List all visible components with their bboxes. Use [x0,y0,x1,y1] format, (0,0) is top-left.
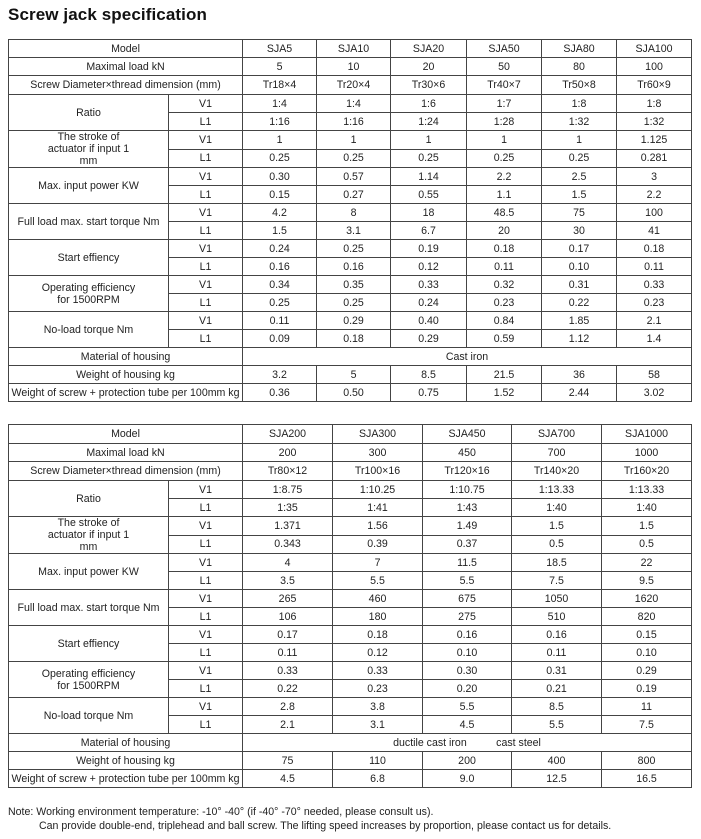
table-cell: 20 [467,222,542,240]
table-cell: 0.343 [243,535,333,554]
table-cell: 5.5 [423,698,512,716]
table-cell: 0.25 [317,294,391,312]
table-cell: 0.25 [243,294,317,312]
table-cell: 1:7 [467,95,542,113]
table-cell: 0.25 [243,149,317,168]
table-cell: 0.39 [333,535,423,554]
housing-weight-row-label: Weight of housing kg [9,752,243,770]
variant-label-v1: V1 [169,131,243,150]
table-cell: 3.1 [333,716,423,734]
table-cell: 0.25 [317,240,391,258]
op-eff-row-label: Operating efficiency for 1500RPM [9,276,169,312]
variant-label-l1: L1 [169,680,243,698]
table-cell: 0.55 [391,186,467,204]
table-cell: Tr100×16 [333,462,423,481]
table-cell: 1.5 [512,517,602,536]
op-eff-row-v1 [9,662,692,680]
table-cell: 0.36 [243,384,317,402]
table-cell: 7.5 [602,716,692,734]
table-cell: 75 [243,752,333,770]
variant-label-v1: V1 [169,626,243,644]
table-cell: 0.33 [243,662,333,680]
table-cell: 0.19 [602,680,692,698]
housing-weight-row [9,366,692,384]
table-cell: 300 [333,444,423,462]
table-cell: 50 [467,58,542,76]
table-cell: 5 [243,58,317,76]
table-cell: 16.5 [602,770,692,788]
table-cell: 1:16 [243,113,317,131]
table-cell: 1 [467,131,542,150]
table-cell: 0.33 [617,276,692,294]
table-cell: 0.23 [617,294,692,312]
variant-label-l1: L1 [169,294,243,312]
table-cell: 0.16 [512,626,602,644]
table-cell: 400 [512,752,602,770]
table-cell: 1:4 [243,95,317,113]
table-cell: SJA50 [467,40,542,58]
table-cell: 110 [333,752,423,770]
table-cell: 7.5 [512,572,602,590]
table-cell: Tr50×8 [542,76,617,95]
input-power-row-label: Max. input power KW [9,168,169,204]
table-cell: 0.31 [542,276,617,294]
table-cell: 1:10.25 [333,481,423,499]
table-cell: SJA100 [617,40,692,58]
noload-torque-row-label: No-load torque Nm [9,698,169,734]
max-load-row-label: Maximal load kN [9,444,243,462]
table-cell: 4.2 [243,204,317,222]
table-cell: 21.5 [467,366,542,384]
table-cell: Tr160×20 [602,462,692,481]
table-cell: 0.16 [423,626,512,644]
table-cell: 0.75 [391,384,467,402]
table-cell: 0.25 [542,149,617,168]
table-cell: 9.0 [423,770,512,788]
table-cell: 1:41 [333,499,423,517]
table-cell: 1.371 [243,517,333,536]
variant-label-l1: L1 [169,113,243,131]
table-cell: 0.24 [391,294,467,312]
input-power-row-v1 [9,168,692,186]
table-cell: 1.49 [423,517,512,536]
table-cell: 80 [542,58,617,76]
table-cell: 5 [317,366,391,384]
table-cell: 0.11 [243,644,333,662]
table-cell: 1:32 [617,113,692,131]
op-eff-row-label: Operating efficiency for 1500RPM [9,662,169,698]
table-cell: 10 [317,58,391,76]
table-cell: 0.16 [243,258,317,276]
table-cell: 180 [333,608,423,626]
table-cell: 106 [243,608,333,626]
full-load-torque-row-label: Full load max. start torque Nm [9,204,169,240]
variant-label-v1: V1 [169,168,243,186]
table-cell: 0.21 [512,680,602,698]
table-cell: 1:6 [391,95,467,113]
table-cell: 265 [243,590,333,608]
table-cell: 275 [423,608,512,626]
screw-dim-row [9,462,692,481]
table-cell: 0.10 [542,258,617,276]
variant-label-v1: V1 [169,240,243,258]
table-cell: SJA200 [243,425,333,444]
table-cell: 1:13.33 [602,481,692,499]
table-cell: 1:40 [602,499,692,517]
table-cell: 0.40 [391,312,467,330]
table-cell: 18 [391,204,467,222]
input-power-row-v1 [9,554,692,572]
table-cell: 36 [542,366,617,384]
start-eff-row-v1 [9,240,692,258]
table-cell: SJA300 [333,425,423,444]
table-cell: 0.29 [317,312,391,330]
table-cell: 0.5 [512,535,602,554]
table-cell: 1 [243,131,317,150]
table-cell: 0.11 [467,258,542,276]
table-cell: 8 [317,204,391,222]
table-cell: 0.24 [243,240,317,258]
table-cell: 6.8 [333,770,423,788]
table-cell: 1:10.75 [423,481,512,499]
table-cell: 2.8 [243,698,333,716]
variant-label-l1: L1 [169,330,243,348]
table-cell: 1 [317,131,391,150]
variant-label-v1: V1 [169,698,243,716]
ratio-row-label: Ratio [9,481,169,517]
table-cell: Tr80×12 [243,462,333,481]
table-cell: 1:13.33 [512,481,602,499]
table-cell: 1:8 [617,95,692,113]
table-cell: 0.23 [333,680,423,698]
table-cell: 20 [391,58,467,76]
table-cell: 30 [542,222,617,240]
table-cell: 4.5 [243,770,333,788]
table-cell: 2.44 [542,384,617,402]
table-cell: 0.17 [243,626,333,644]
table-cell: 1:43 [423,499,512,517]
table-cell: 0.15 [602,626,692,644]
table-cell: 0.19 [391,240,467,258]
variant-label-l1: L1 [169,572,243,590]
table-cell: 820 [602,608,692,626]
variant-label-l1: L1 [169,608,243,626]
table-cell: 0.50 [317,384,391,402]
model-row-label: Model [9,425,243,444]
table-cell: 0.34 [243,276,317,294]
noload-torque-row-v1 [9,312,692,330]
table-cell: 800 [602,752,692,770]
table-cell: Tr18×4 [243,76,317,95]
variant-label-v1: V1 [169,554,243,572]
table-cell: 0.57 [317,168,391,186]
table-cell: 58 [617,366,692,384]
table-cell: 75 [542,204,617,222]
model-row-label: Model [9,40,243,58]
table-cell: 0.31 [512,662,602,680]
screw-dim-row-label: Screw Diameter×thread dimension (mm) [9,462,243,481]
table-cell: SJA450 [423,425,512,444]
table-cell: 0.84 [467,312,542,330]
table-cell: Tr40×7 [467,76,542,95]
op-eff-row-v1 [9,276,692,294]
variant-label-v1: V1 [169,276,243,294]
model-row [9,40,692,58]
table-cell: 0.16 [317,258,391,276]
table-cell: 0.32 [467,276,542,294]
table-cell: 0.20 [423,680,512,698]
table-cell: 0.17 [542,240,617,258]
variant-label-l1: L1 [169,186,243,204]
table-cell: 675 [423,590,512,608]
table-cell: 0.18 [333,626,423,644]
variant-label-l1: L1 [169,149,243,168]
housing-material-value: ductile cast iron cast steel [243,734,692,752]
variant-label-l1: L1 [169,222,243,240]
table-cell: 0.27 [317,186,391,204]
variant-label-v1: V1 [169,312,243,330]
variant-label-l1: L1 [169,258,243,276]
table-cell: 1:8.75 [243,481,333,499]
table-cell: 3.5 [243,572,333,590]
table-cell: 5.5 [333,572,423,590]
ratio-row-label: Ratio [9,95,169,131]
ratio-row-v1 [9,95,692,113]
table-cell: 0.22 [243,680,333,698]
table-cell: 7 [333,554,423,572]
table-cell: 0.23 [467,294,542,312]
table-cell: 0.22 [542,294,617,312]
table-cell: 2.1 [243,716,333,734]
table-cell: SJA20 [391,40,467,58]
variant-label-v1: V1 [169,590,243,608]
table-cell: 1:24 [391,113,467,131]
table-cell: 0.11 [243,312,317,330]
table-cell: Tr60×9 [617,76,692,95]
table-cell: 1 [542,131,617,150]
table-cell: 1.1 [467,186,542,204]
table-cell: 0.11 [512,644,602,662]
table-cell: 2.5 [542,168,617,186]
table-cell: 2.2 [617,186,692,204]
table-cell: 3.8 [333,698,423,716]
spec-table-small-models [8,39,692,402]
variant-label-l1: L1 [169,535,243,554]
screw-weight-row [9,770,692,788]
table-cell: 41 [617,222,692,240]
table-cell: 48.5 [467,204,542,222]
model-row [9,425,692,444]
table-cell: 18.5 [512,554,602,572]
table-cell: 0.25 [467,149,542,168]
table-cell: 200 [423,752,512,770]
table-cell: Tr20×4 [317,76,391,95]
table-cell: 5.5 [423,572,512,590]
table-cell: 100 [617,58,692,76]
start-eff-row-v1 [9,626,692,644]
max-load-row-label: Maximal load kN [9,58,243,76]
table-cell: 1000 [602,444,692,462]
table-cell: 1.12 [542,330,617,348]
screw-weight-row [9,384,692,402]
table-cell: 1.125 [617,131,692,150]
table-cell: 1620 [602,590,692,608]
table-cell: 460 [333,590,423,608]
table-cell: SJA80 [542,40,617,58]
stroke-row-label: The stroke of actuator if input 1 mm [9,131,169,168]
table-cell: 1:16 [317,113,391,131]
table-cell: 0.25 [317,149,391,168]
table-cell: SJA5 [243,40,317,58]
variant-label-v1: V1 [169,662,243,680]
max-load-row [9,444,692,462]
table-cell: 11.5 [423,554,512,572]
table-cell: 5.5 [512,716,602,734]
housing-material-row [9,348,692,366]
table-cell: 1:35 [243,499,333,517]
note-options: Can provide double-end, triplehead and ball screw. The lifting speed increases by proportion, please contact us for details. [39,820,612,832]
table-cell: 0.5 [602,535,692,554]
table-cell: 1 [391,131,467,150]
table-cell: 1:28 [467,113,542,131]
table-cell: 700 [512,444,602,462]
noload-torque-row-label: No-load torque Nm [9,312,169,348]
variant-label-v1: V1 [169,204,243,222]
table-cell: SJA700 [512,425,602,444]
stroke-row-v1 [9,517,692,536]
table-cell: 4.5 [423,716,512,734]
note-temperature: Note: Working environment temperature: -10° -40° (if -40° -70° needed, please consult us). [8,806,434,818]
table-cell: 0.15 [243,186,317,204]
stroke-row-v1 [9,131,692,150]
table-cell: 0.18 [467,240,542,258]
table-cell: 0.29 [391,330,467,348]
table-cell: 8.5 [391,366,467,384]
housing-weight-row-label: Weight of housing kg [9,366,243,384]
variant-label-l1: L1 [169,499,243,517]
full-load-torque-row-v1 [9,204,692,222]
spec-table-large-models [8,424,692,788]
table-cell: 0.18 [317,330,391,348]
table-cell: SJA1000 [602,425,692,444]
table-cell: 1050 [512,590,602,608]
table-cell: 1.5 [243,222,317,240]
table-cell: 6.7 [391,222,467,240]
table-cell: 1:40 [512,499,602,517]
table-cell: 0.59 [467,330,542,348]
table-cell: 1.85 [542,312,617,330]
table-cell: 2.1 [617,312,692,330]
screw-dim-row [9,76,692,95]
table-cell: 1.14 [391,168,467,186]
table-cell: 0.10 [602,644,692,662]
table-cell: 3 [617,168,692,186]
housing-material-label: Material of housing [9,348,243,366]
table-cell: 0.10 [423,644,512,662]
table-cell: 1.5 [602,517,692,536]
table-cell: 200 [243,444,333,462]
table-cell: 0.12 [333,644,423,662]
table-cell: SJA10 [317,40,391,58]
full-load-torque-row-label: Full load max. start torque Nm [9,590,169,626]
table-cell: 0.12 [391,258,467,276]
screw-dim-row-label: Screw Diameter×thread dimension (mm) [9,76,243,95]
table-cell: 4 [243,554,333,572]
table-cell: 12.5 [512,770,602,788]
variant-label-l1: L1 [169,644,243,662]
housing-material-label: Material of housing [9,734,243,752]
variant-label-l1: L1 [169,716,243,734]
stroke-row-label: The stroke of actuator if input 1 mm [9,517,169,554]
table-cell: 0.281 [617,149,692,168]
variant-label-v1: V1 [169,517,243,536]
table-cell: 1.4 [617,330,692,348]
table-cell: 3.2 [243,366,317,384]
table-cell: 0.37 [423,535,512,554]
housing-material-row [9,734,692,752]
table-cell: 1.56 [333,517,423,536]
max-load-row [9,58,692,76]
variant-label-v1: V1 [169,95,243,113]
table-cell: 0.09 [243,330,317,348]
table-cell: 0.33 [391,276,467,294]
noload-torque-row-v1 [9,698,692,716]
housing-material-value: Cast iron [243,348,692,366]
table-cell: 8.5 [512,698,602,716]
table-cell: Tr140×20 [512,462,602,481]
table-cell: 0.25 [391,149,467,168]
table-cell: 3.1 [317,222,391,240]
start-eff-row-label: Start effiency [9,240,169,276]
table-cell: 0.30 [423,662,512,680]
table-cell: 3.02 [617,384,692,402]
table-cell: 100 [617,204,692,222]
table-cell: 9.5 [602,572,692,590]
table-cell: 2.2 [467,168,542,186]
table-cell: 1.52 [467,384,542,402]
input-power-row-label: Max. input power KW [9,554,169,590]
table-cell: Tr120×16 [423,462,512,481]
start-eff-row-label: Start effiency [9,626,169,662]
table-cell: 1.5 [542,186,617,204]
ratio-row-v1 [9,481,692,499]
housing-weight-row [9,752,692,770]
table-cell: 22 [602,554,692,572]
table-cell: 510 [512,608,602,626]
table-cell: 0.11 [617,258,692,276]
table-cell: Tr30×6 [391,76,467,95]
table-cell: 0.18 [617,240,692,258]
table-cell: 450 [423,444,512,462]
page-title: Screw jack specification [8,5,207,24]
table-cell: 1:4 [317,95,391,113]
table-cell: 1:32 [542,113,617,131]
table-cell: 0.33 [333,662,423,680]
screw-weight-row-label: Weight of screw + protection tube per 100mm kg [9,384,243,402]
table-cell: 11 [602,698,692,716]
table-cell: 0.35 [317,276,391,294]
full-load-torque-row-v1 [9,590,692,608]
table-cell: 0.30 [243,168,317,186]
table-cell: 1:8 [542,95,617,113]
screw-weight-row-label: Weight of screw + protection tube per 100mm kg [9,770,243,788]
variant-label-v1: V1 [169,481,243,499]
table-cell: 0.29 [602,662,692,680]
